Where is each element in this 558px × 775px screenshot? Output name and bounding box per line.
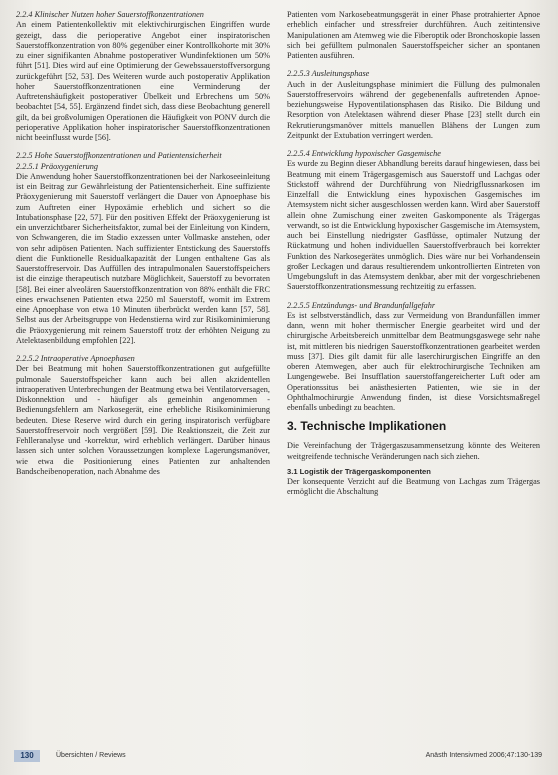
paragraph: Auch in der Ausleitungsphase minimiert die Füllung des pulmonalen Sauerstoffreservoirs während der gegebenenfalls auftretenden Apnoe- beziehungsweise Hypoventilationsphasen das Risiko. Die Bildung und Resorption von Atelektasen während dieser Phase [23] stellt durch ein Rekrutierungsmanöver mittels manuellen Blähens der Lungen zum Zeitpunkt der Extubation verringert werden. — [287, 79, 540, 140]
paragraph: Die Anwendung hoher Sauerstoffkonzentrationen bei der Narkoseeinleitung ist ein Beitrag zur Gewährleistung der Patientensicherheit. Eine suffiziente Präoxygenierung mit Sauerstoff verlängert die Dauer von Apnoephase bis zum Auftreten einer Hypoxämie erheblich und sichert so die Intubationsphase [22, 57]. Für den positiven Effekt der Präoxygenierung ist ein unverzichtbarer Sicherheitsfaktor, zumal bei der Einleitung von Kindern, von Schwangeren, die im Stadio exzessen unter Vollmaske anstehen, oder von sehr adipösen Patienten. Nach suffizienter Entstickung des Sauerstoffs dient die Funktionelle Residualkapazität der Lungen enthaltene Gas als Sauerstoffreservoir. Das Auffüllen des intrapulmonalen Sauerstoffspeichers ist die einzige therapeutisch nutzbare Möglichkeit, Sauerstoff zu bevorraten [58]. Bei einer alveolären Sauerstoffkonzentration von 88% enthält die FRC eines erwachsenen Patienten etwa 2250 ml Sauerstoff, womit im Extrem eine Apnoephase von etwa 10 Minuten überbrückt werden kann [57, 58]. Selbst aus der Arbeitsgruppe von Hedenstierna wird zur Risikominimierung die Präoxygenierung mit reinem Sauerstoff trotz der erhöhten Neigung zu Atelektasenbildung empfohlen [22]. — [16, 171, 270, 345]
subsection-heading: 2.2.5.3 Ausleitungsphase — [287, 69, 370, 79]
left-column — [16, 10, 270, 477]
paragraph: An einem Patientenkollektiv mit elektivchirurgischen Eingriffen wurde gezeigt, dass die perioperative Angebot einer inspiratorischen Sauerstoffkonzentration von 80% gegenüber einer Kontrollkohorte mit 30% zu einer signifikanten Abnahme postoperativer Wundinfektionen um 50% führt [51]. Dies wird auf eine Optimierung der Gewebssauerstoffversorgung zurückgeführt [52, 53]. Des Weiteren wurde auch postoperativ Applikation hoher Sauerstoffkonzentrationen eine Verminderung der Auftretenshäufigkeit postoperativer Übelkeit und Erbrechens um 50% beobachtet [54, 55]. Ergänzend findet sich, dass diese Beobachtung generell gilt, da bei großvolumigen Operationen die Häufigkeit von PONV durch die perioperative Applikation hoher inspiratorischer Sauerstoffkonzentrationen nicht beeinflusst wurde [56]. — [16, 20, 270, 142]
page-number: 130 — [14, 750, 40, 762]
page-footer — [0, 749, 558, 763]
subsection-heading: 2.2.5.5 Entzündungs- und Brandunfallgefahr — [287, 300, 436, 310]
paragraph: Es ist selbstverständlich, dass zur Vermeidung von Brandunfällen immer dann, wenn mit hoher thermischer Energie gearbeitet wird und der chirurgische Arbeitsbereich unmittelbar dem Beatmungsgaswege sehr nahe ist, mit mittleren bis niedrigen Sauerstoffkonzentrationen gearbeitet werden muss [37]. Dies gilt damit für alle laserchirurgischen Eingriffe an den oberen Atemwegen, aber auch für elektrochirurgische Techniken am Lungengewebe. Bei Insufflation sauerstoffangereicherter Luft oder am Operationssitus bei anästhesierten Patienten, wie sie in der Ophthalmochirurgie Anwendung finden, ist diese Vorsichtsmaßregel ebenfalls unbedingt zu beachten. — [287, 310, 540, 412]
section-heading: 3. Technische Implikationen — [287, 419, 447, 434]
paragraph: Patienten vom Narkosebeatmungsgerät in einer Phase protrahierter Apnoe erheblich einfacher und stressfreier durchführen. Auch zeitintensive Manipulationen am Atemweg wie die Fiberoptik oder Bronchoskopie lassen sich bei gefülltem pulmonalen Sauerstoffspeicher sicher an spontanen Patienten ausführen. — [287, 10, 540, 60]
paragraph: Der konsequente Verzicht auf die Beatmung von Lachgas zum Trägergas ermöglicht die Abschaltung — [287, 477, 540, 497]
journal-section-label: Übersichten / Reviews — [56, 752, 126, 759]
journal-citation: Anästh Intensivmed 2006;47:130-139 — [425, 752, 542, 759]
subsection-heading: 2.2.4 Klinischer Nutzen hoher Sauerstoffkonzentrationen — [16, 10, 204, 19]
subsection-heading: 2.2.5.1 Präoxygenierung — [16, 161, 99, 171]
paragraph: Es wurde zu Beginn dieser Abhandlung bereits darauf hingewiesen, dass bei Beatmung mit einem Trägergasgemisch aus Sauerstoff und Lachgas oder Stickstoff während der Durchführung von Niedrigflussnarkosen im Einzelfall die Entwicklung eines hypoxischen Gasgemisches im Atemsystem nicht sicher ausgeschlossen werden kann. Wird aber Sauerstoff allein ohne Zumischung einer zweiten Gaskomponente als Trägergas verwandt, so ist die Entwicklung hypoxischer Gasgemische im Atemsystem, auch bei Einstellung niedrigster Gasflüsse, optimaler Nutzung der Rückatmung und hohen individuellen Sauerstoffverbrauch bei korrekter Funktion des Narkosegerätes unmöglich. Dies wäre nur bei Vorhandensein großer Leckagen und daraus resultierendem unkontrollierten Eintreten von Umgebungsluft in das Atemsystem denkbar, aber mit der vorgeschriebenen Sauerstoffkonzentrationsmessung rechtzeitig zu erfassen. — [287, 159, 540, 292]
subsection-heading: 2.2.5.2 Intraoperative Apnoephasen — [16, 354, 135, 363]
subsection-heading: 2.2.5.4 Entwicklung hypoxischer Gasgemische — [287, 149, 441, 158]
paragraph: Die Vereinfachung der Trägergaszusammensetzung könnte des Weiteren weitgreifende technische Veränderungen nach sich ziehen. — [287, 441, 540, 461]
right-column — [287, 10, 540, 498]
subsection-heading: 3.1 Logistik der Trägergaskomponenten — [287, 466, 431, 476]
subsection-heading: 2.2.5 Hohe Sauerstoffkonzentrationen und Patientensicherheit — [16, 151, 222, 161]
paragraph: Der bei Beatmung mit hohen Sauerstoffkonzentrationen gut aufgefüllte pulmonale Sauerstoffspeicher kann auch bei allen akzidentellen intraoperativen Unterbrechungen der Beatmung etwa bei Ventilatorversagen, Diskonnektion und - häufiger als gemeinhin angenommen - Bedienungsfehlern am Narkosegerät, eine erhebliche Risikominimierung bedeuten. Diese Reserve wird durch ein gering inspiratorisch verfügbare Sauerstoffreservoir noch vergrößert [59]. Die Reaktionszeit, die Zeit zur Fehlleranalyse und -korrektur, wird erheblich verlängert. Darüber hinaus lassen sich unter solchen Voraussetzungen komplexe Lagerungsmanöver, wie etwa die Positionierung eines Patienten zur anhaltenden Bandscheibenoperation, nach Abnahme des — [16, 364, 270, 476]
